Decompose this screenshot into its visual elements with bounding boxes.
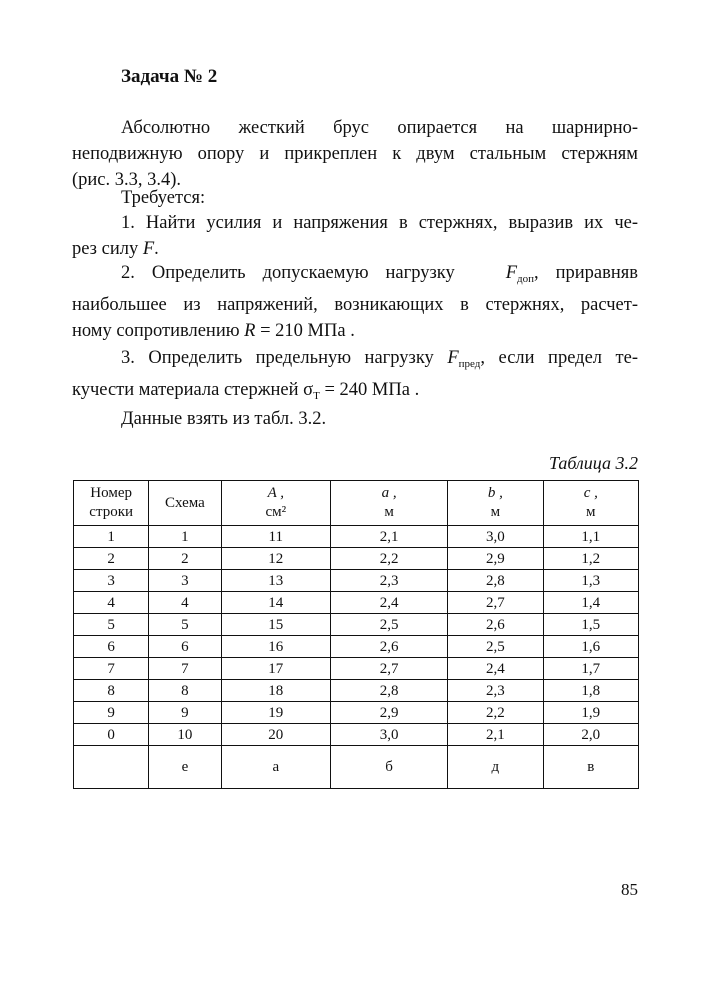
r-symbol: R [244, 321, 256, 341]
header-top: b , [487, 485, 503, 501]
table-cell: 3,0 [448, 526, 543, 548]
table-row [74, 570, 639, 592]
table-cell: 1,9 [543, 702, 638, 724]
row-number-cell: 2 [74, 548, 149, 570]
header-bottom: м [384, 504, 394, 520]
r-value: = 210 МПа . [260, 321, 355, 341]
table-row [74, 548, 639, 570]
text-line [72, 260, 638, 286]
table-caption: Таблица 3.2 [548, 453, 638, 473]
table-row [74, 592, 639, 614]
task-title: Задача № 2 [121, 66, 218, 87]
table-cell: 1 [149, 526, 221, 548]
header-top: Схема [164, 494, 205, 511]
row-number-cell: 1 [74, 526, 149, 548]
table-cell: 15 [221, 614, 331, 636]
text-line: Данные взять из табл. 3.2. [121, 409, 327, 429]
table-row [74, 658, 639, 680]
allowable-load-symbol: F [505, 263, 518, 283]
text-line: (рис. 3.3, 3.4). [72, 170, 182, 190]
header-bottom: строки [89, 504, 134, 520]
table-row [74, 636, 639, 658]
table-cell: 7 [149, 658, 221, 680]
item-3 [72, 345, 638, 403]
text-line [72, 318, 638, 344]
header-top: Номер [90, 485, 132, 501]
header-cell [74, 481, 149, 526]
text-fragment: , приравняв [534, 263, 638, 283]
table-cell: 14 [221, 592, 331, 614]
table-cell: 2,1 [331, 526, 448, 548]
table-cell: 2,5 [331, 614, 448, 636]
table-cell: 4 [149, 592, 221, 614]
force-symbol: F [142, 239, 155, 259]
footer-cell: б [331, 746, 448, 789]
data-table [73, 480, 639, 789]
table-cell: 20 [221, 724, 331, 746]
text-line: неподвижную опору и прикреплен к двум стальным стержням [72, 144, 638, 164]
table-cell: 2,6 [331, 636, 448, 658]
text-fragment: 3. Определить предельную нагрузку [121, 348, 434, 368]
table-cell: 10 [149, 724, 221, 746]
text-fragment: . [154, 239, 159, 259]
table-header-row [74, 481, 639, 526]
header-top: c , [583, 485, 598, 501]
table-cell: 1,1 [543, 526, 638, 548]
table-cell: 2,7 [331, 658, 448, 680]
text-fragment: ному сопротивлению [72, 321, 240, 341]
header-cell [149, 481, 221, 526]
row-number-cell: 8 [74, 680, 149, 702]
footer-cell: д [448, 746, 543, 789]
sigma-subscript: T [313, 390, 320, 402]
row-number-cell: 7 [74, 658, 149, 680]
ultimate-load-subscript: пред [458, 358, 481, 370]
table-cell: 1,4 [543, 592, 638, 614]
footer-cell: е [149, 746, 221, 789]
row-number-cell: 3 [74, 570, 149, 592]
table-cell: 2,4 [331, 592, 448, 614]
header-top: a , [381, 485, 397, 501]
table-cell: 19 [221, 702, 331, 724]
table-cell: 2,4 [448, 658, 543, 680]
data-reference [72, 406, 638, 432]
table-cell: 16 [221, 636, 331, 658]
footer-cell [74, 746, 149, 789]
table-cell: 2,1 [448, 724, 543, 746]
table-cell: 1,2 [543, 548, 638, 570]
table-cell: 12 [221, 548, 331, 570]
table-cell: 17 [221, 658, 331, 680]
sigma-symbol: σ [303, 380, 314, 400]
header-cell [331, 481, 448, 526]
table-row [74, 526, 639, 548]
table-row [74, 614, 639, 636]
table-cell: 5 [149, 614, 221, 636]
table-cell: 1,3 [543, 570, 638, 592]
text-line: наибольшее из напряжений, возникающих в стержнях, расчет- [72, 295, 638, 315]
sigma-value: = 240 МПа . [324, 380, 420, 400]
table-row [74, 702, 639, 724]
table-cell: 2 [149, 548, 221, 570]
table-cell: 2,3 [331, 570, 448, 592]
header-cell [221, 481, 331, 526]
text-line [72, 377, 638, 403]
header-bottom: м [586, 504, 596, 520]
table-cell: 2,3 [448, 680, 543, 702]
table-cell: 11 [221, 526, 331, 548]
table-cell: 2,2 [448, 702, 543, 724]
text-line [72, 236, 638, 262]
row-number-cell: 9 [74, 702, 149, 724]
text-line: Требуется: [121, 188, 206, 208]
text-fragment: кучести материала стержней [72, 380, 299, 400]
table-cell: 3 [149, 570, 221, 592]
header-cell [448, 481, 543, 526]
page-number: 85 [621, 880, 638, 899]
item-2 [72, 260, 638, 344]
table-cell: 8 [149, 680, 221, 702]
item-1 [72, 210, 638, 262]
table-footer-row [74, 746, 639, 789]
row-number-cell: 6 [74, 636, 149, 658]
table-cell: 1,7 [543, 658, 638, 680]
table-cell: 2,6 [448, 614, 543, 636]
text-fragment: рез силу [72, 239, 139, 259]
table-cell: 2,7 [448, 592, 543, 614]
table-cell: 1,6 [543, 636, 638, 658]
table-cell: 2,9 [331, 702, 448, 724]
header-top: A , [267, 485, 284, 501]
table-cell: 2,0 [543, 724, 638, 746]
intro-paragraph [72, 115, 638, 193]
table-cell: 3,0 [331, 724, 448, 746]
footer-cell: в [543, 746, 638, 789]
table-cell: 13 [221, 570, 331, 592]
header-bottom: см² [265, 504, 287, 520]
header-cell [543, 481, 638, 526]
table-row [74, 680, 639, 702]
row-number-cell: 0 [74, 724, 149, 746]
allowable-load-subscript: доп [517, 273, 534, 285]
row-number-cell: 4 [74, 592, 149, 614]
table-cell: 1,5 [543, 614, 638, 636]
table-cell: 2,8 [448, 570, 543, 592]
table-cell: 1,8 [543, 680, 638, 702]
table-cell: 9 [149, 702, 221, 724]
text-line: 1. Найти усилия и напряжения в стержнях, выразив их че- [121, 213, 638, 233]
table-body [74, 526, 639, 746]
text-line [72, 345, 638, 371]
table-cell: 2,5 [448, 636, 543, 658]
table-cell: 2,9 [448, 548, 543, 570]
table-cell: 18 [221, 680, 331, 702]
text-fragment: 2. Определить допускаемую нагрузку [121, 263, 455, 283]
table-cell: 6 [149, 636, 221, 658]
footer-cell: а [221, 746, 331, 789]
header-bottom: м [490, 504, 501, 520]
table-cell: 2,2 [331, 548, 448, 570]
table-row [74, 724, 639, 746]
text-fragment: , если предел те- [480, 348, 638, 368]
text-line: Абсолютно жесткий брус опирается на шарнирно- [121, 118, 638, 138]
required-heading [72, 185, 638, 211]
table-cell: 2,8 [331, 680, 448, 702]
ultimate-load-symbol: F [447, 348, 459, 368]
row-number-cell: 5 [74, 614, 149, 636]
